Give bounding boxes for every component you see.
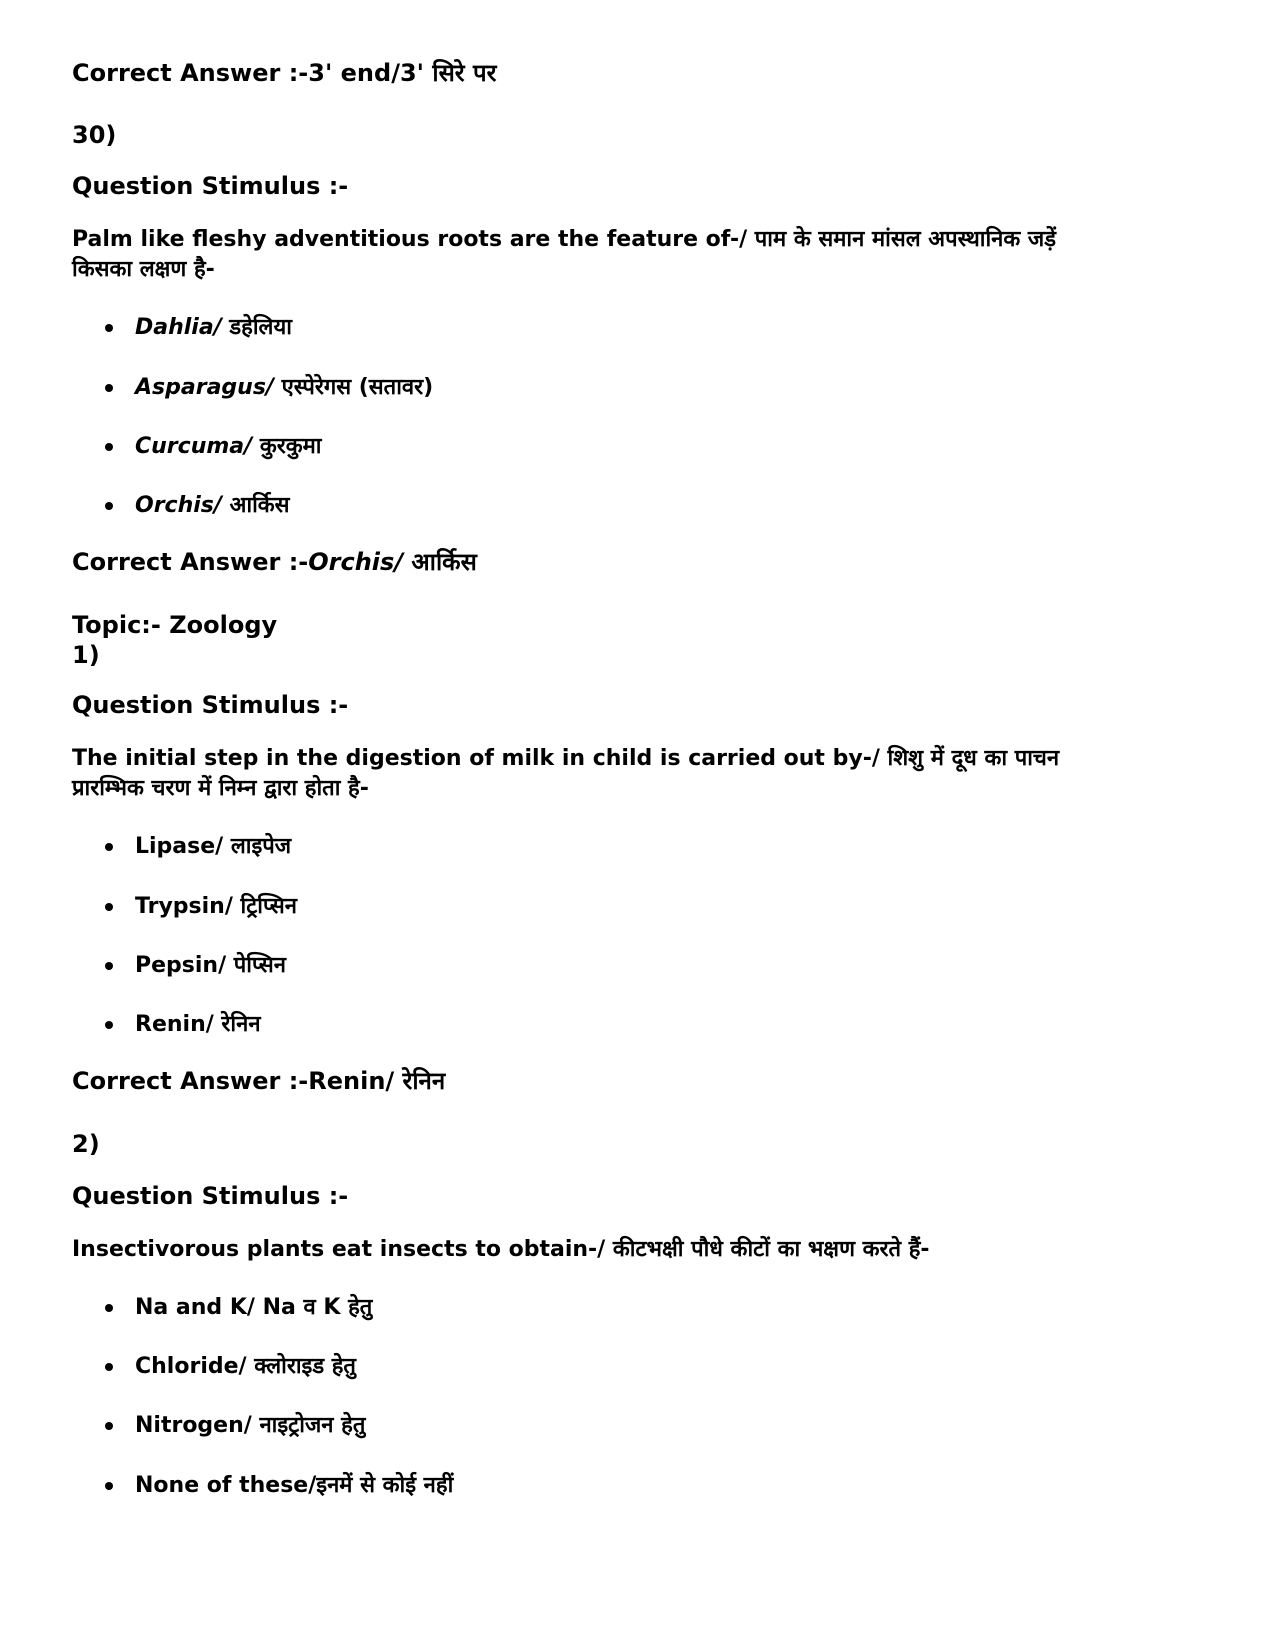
correct-answer-latin: Orchis/ — [308, 548, 404, 576]
option-latin: Curcuma/ — [135, 434, 253, 459]
question-stimulus-line-1: Palm like fleshy adventitious roots are the feature of-/ पाम के समान मांसल अपस्थानिक जड़ें — [72, 227, 1057, 252]
bullet-icon — [105, 843, 113, 851]
bullet-icon — [105, 384, 113, 392]
option-hindi: डहेलिया — [221, 315, 292, 340]
question-stimulus-label: Question Stimulus :- — [72, 691, 349, 719]
bullet-icon — [105, 1304, 113, 1312]
bullet-icon — [105, 903, 113, 911]
question-stimulus-line-1: Insectivorous plants eat insects to obtain-/ कीटभक्षी पौधे कीटों का भक्षण करते हैं- — [72, 1237, 930, 1262]
option-text: Renin/ रेनिन — [135, 1012, 261, 1037]
bullet-icon — [105, 962, 113, 970]
previous-correct-answer: Correct Answer :-3' end/3' सिरे पर — [72, 59, 497, 87]
option-text: Pepsin/ पेप्सिन — [135, 953, 286, 978]
bullet-icon — [105, 502, 113, 510]
option-hindi: आर्किस — [221, 493, 290, 518]
question-number: 2) — [72, 1130, 100, 1158]
option-text: Chloride/ क्लोराइड हेतु — [135, 1354, 356, 1379]
option-latin: Asparagus/ — [135, 375, 274, 400]
option-latin: Dahlia/ — [135, 315, 222, 340]
option-text: Na and K/ Na व K हेतु — [135, 1295, 373, 1320]
option-text: None of these/इनमें से कोई नहीं — [135, 1473, 454, 1498]
option-text: Lipase/ लाइपेज — [135, 834, 292, 859]
question-number: 30) — [72, 121, 117, 149]
bullet-icon — [105, 1482, 113, 1490]
bullet-icon — [105, 1422, 113, 1430]
bullet-icon — [105, 324, 113, 332]
bullet-icon — [105, 443, 113, 451]
question-number: 1) — [72, 641, 100, 669]
option-text: Nitrogen/ नाइट्रोजन हेतु — [135, 1413, 366, 1438]
question-stimulus-label: Question Stimulus :- — [72, 1182, 349, 1210]
correct-answer-hindi: आर्किस — [403, 548, 477, 576]
topic-heading: Topic:- Zoology — [72, 611, 278, 639]
correct-answer: Correct Answer :-Renin/ रेनिन — [72, 1067, 446, 1095]
option-text: Trypsin/ ट्रिप्सिन — [135, 894, 297, 919]
option-hindi: कुरकुमा — [252, 434, 322, 459]
question-stimulus-line-2: प्रारम्भिक चरण में निम्न द्वारा होता है- — [72, 776, 369, 801]
correct-answer — [72, 547, 477, 577]
question-stimulus-label: Question Stimulus :- — [72, 172, 349, 200]
option-hindi: एस्पेरेगस (सतावर) — [273, 375, 434, 400]
option-latin: Orchis/ — [135, 493, 222, 518]
bullet-icon — [105, 1363, 113, 1371]
question-stimulus-line-2: किसका लक्षण है- — [72, 257, 215, 282]
correct-answer-prefix: Correct Answer :- — [72, 548, 309, 576]
question-stimulus-line-1: The initial step in the digestion of milk in child is carried out by-/ शिशु में दूध का पाचन — [72, 746, 1060, 771]
bullet-icon — [105, 1021, 113, 1029]
